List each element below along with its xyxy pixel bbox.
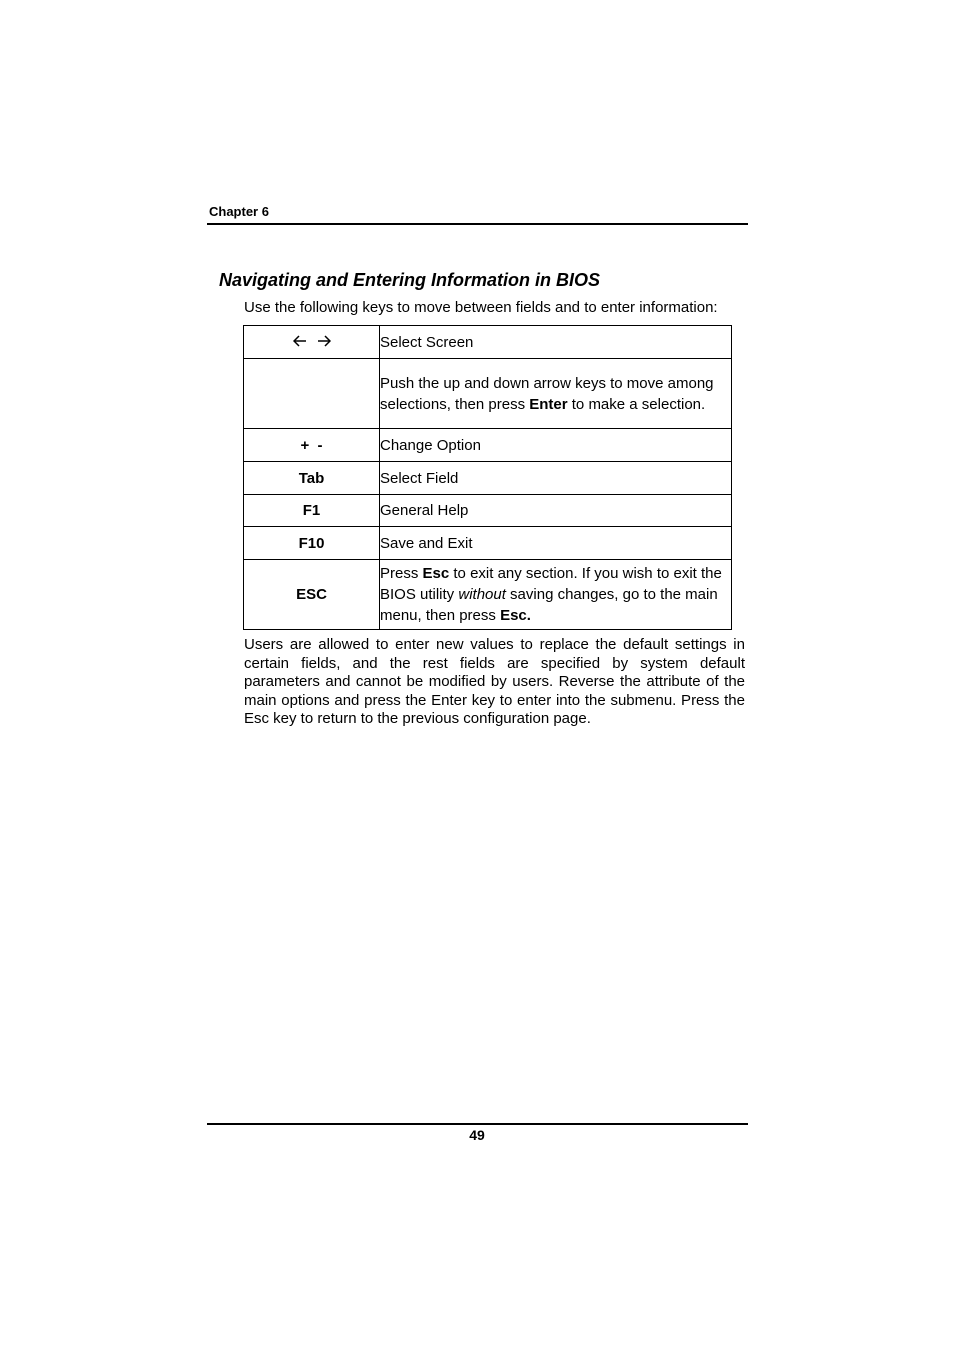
key-cell [244,359,380,429]
right-arrow-icon [317,335,331,347]
description-cell [380,359,732,429]
key-cell: Tab [244,462,380,495]
description-text: Push the up and down arrow keys to move among selections, then press [380,374,714,413]
key-name-text: Esc. [500,607,531,624]
body-paragraph: Users are allowed to enter new values to replace the default settings in certain fields, and the rest fields are specified by system default parameters and cannot be modified by users. Reverse the attribute of the main options and press the Enter key to enter into the submenu. Press the Esc key to return to the previous configuration page. [244,636,745,728]
header-rule [207,223,748,225]
key-table [243,325,732,630]
description-cell [380,560,732,630]
key-cell: F1 [244,495,380,527]
description-cell: Change Option [380,429,732,462]
key-name-text: Esc [422,565,450,582]
footer-rule [207,1123,748,1125]
section-title: Navigating and Entering Information in BIOS [219,270,601,290]
description-text: to exit any section. If you wish to exit the BIOS utility [380,565,722,603]
table-row [244,462,732,495]
description-text: Press [380,565,423,582]
key-name-text: Enter [529,395,568,413]
table-row [244,495,732,527]
table-row [244,359,732,429]
description-cell: Select Screen [380,326,732,359]
description-cell: General Help [380,495,732,527]
table-row [244,560,732,630]
description-text: saving changes, go to the main menu, then press [380,586,718,624]
left-arrow-icon [293,335,307,347]
description-cell: Save and Exit [380,527,732,560]
table-row [244,429,732,462]
key-cell [244,326,380,359]
key-cell: F10 [244,527,380,560]
description-cell: Select Field [380,462,732,495]
description-text: to make a selection. [567,395,706,413]
emphasis-text: without [458,586,506,603]
table-row [244,326,732,359]
key-cell: ESC [244,560,380,630]
page-number: 49 [469,1127,485,1143]
key-cell: + - [244,429,380,462]
table-row [244,527,732,560]
chapter-label: Chapter 6 [209,204,269,219]
section-intro: Use the following keys to move between fields and to enter information: [244,299,718,316]
